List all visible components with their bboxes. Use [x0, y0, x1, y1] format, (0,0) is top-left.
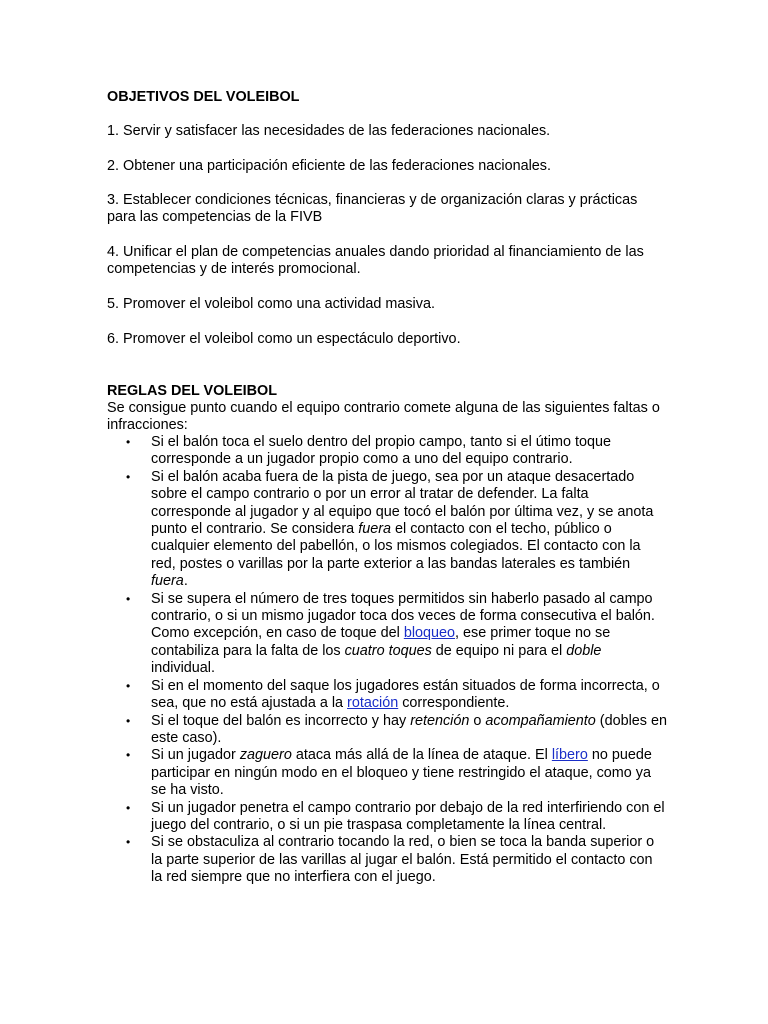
- rule-emphasis: fuera: [358, 521, 392, 538]
- rule-item: [107, 469, 667, 591]
- bullet-icon: •: [126, 591, 131, 606]
- rule-text: no puede participar en ningún modo en el bloqueo y tiene restringido el ataque, como ya se ha visto.: [151, 747, 652, 799]
- rule-item: [107, 591, 667, 678]
- rule-link-rotación[interactable]: rotación: [347, 695, 399, 712]
- rule-emphasis: fuera: [151, 573, 184, 590]
- rule-text: Si un jugador penetra el campo contrario por debajo de la red interfiriendo con el juego del contrario, o si un pie traspasa completamente la línea central.: [151, 799, 665, 833]
- rule-link-bloqueo[interactable]: bloqueo: [403, 625, 456, 642]
- rule-text: correspondiente.: [398, 695, 510, 712]
- rule-item: [107, 713, 667, 748]
- rule-text: Si el toque del balón es incorrecto y hay: [151, 712, 411, 729]
- objective-item-6: 6. Promover el voleibol como un espectáculo deportivo.: [107, 331, 461, 347]
- bullet-icon: •: [126, 748, 131, 763]
- rule-text: individual.: [151, 660, 215, 677]
- rule-text: Si el balón toca el suelo dentro del propio campo, tanto si el útimo toque corresponde a un jugador propio como a uno del equipo contrario.: [151, 434, 611, 468]
- bullet-icon: •: [126, 800, 131, 815]
- rule-text: Si en el momento del saque los jugadores están situados de forma incorrecta, o sea, que no está ajustada a la: [151, 677, 660, 712]
- rule-emphasis: cuatro toques: [344, 642, 432, 659]
- rule-text: ataca más allá de la línea de ataque. El: [291, 747, 552, 764]
- rule-text: de equipo ni para el: [431, 642, 567, 659]
- rule-text: Si se supera el número de tres toques permitidos sin haberlo pasado al campo contrario, o si un mismo jugador toca dos veces de forma consecutiva el balón. Como excepción, en caso de toque del: [151, 590, 655, 642]
- objective-item-4: 4. Unificar el plan de competencias anuales dando prioridad al financiamiento de las competencias y de interés promocional.: [107, 244, 644, 278]
- rule-item: [107, 678, 667, 713]
- rule-link-líbero[interactable]: líbero: [551, 747, 588, 764]
- rule-text: el contacto con el techo, público o cualquier elemento del pabellón, o los mismos colegiados. El contacto con la red, postes o varillas por la parte exterior a las bandas laterales es también: [151, 521, 641, 572]
- rules-list: [107, 434, 667, 887]
- bullet-icon: •: [126, 678, 131, 693]
- rule-emphasis: doble: [566, 642, 602, 659]
- rules-heading: REGLAS DEL VOLEIBOL: [107, 383, 278, 399]
- rule-text: , ese primer toque no se contabiliza para la falta de los: [151, 625, 611, 659]
- rule-text: Si un jugador: [151, 747, 240, 764]
- rules-intro: Se consigue punto cuando el equipo contrario comete alguna de las siguientes faltas o infracciones:: [107, 400, 660, 434]
- objective-item-2: 2. Obtener una participación eficiente de las federaciones nacionales.: [107, 158, 551, 174]
- rule-text: o: [469, 712, 486, 729]
- rule-item: [107, 434, 667, 469]
- bullet-icon: •: [126, 713, 131, 728]
- rule-emphasis: acompañamiento: [485, 712, 596, 729]
- objective-item-5: 5. Promover el voleibol como una actividad masiva.: [107, 296, 435, 312]
- objectives-heading: OBJETIVOS DEL VOLEIBOL: [107, 89, 300, 105]
- rule-emphasis: zaguero: [239, 747, 292, 764]
- bullet-icon: •: [126, 435, 131, 449]
- rule-item: [107, 747, 667, 799]
- rule-text: .: [183, 573, 188, 590]
- bullet-icon: •: [126, 469, 131, 484]
- objective-item-1: 1. Servir y satisfacer las necesidades de las federaciones nacionales.: [107, 123, 551, 139]
- rule-item: [107, 800, 667, 835]
- rule-text: (dobles en este caso).: [151, 712, 667, 746]
- objective-item-3: 3. Establecer condiciones técnicas, financieras y de organización claras y prácticas para las competencias de la FIVB: [107, 192, 638, 226]
- bullet-icon: •: [126, 835, 131, 850]
- rule-text: Si se obstaculiza al contrario tocando la red, o bien se toca la banda superior o la parte superior de las varillas al jugar el balón. Está permitido el contacto con la red siempre que no interfiera con el juego.: [151, 834, 655, 886]
- rule-text: Si el balón acaba fuera de la pista de juego, sea por un ataque desacertado sobre el campo contrario o por un error al tratar de defender. La falta corresponde al jugador y al equipo que tocó el balón por última vez, y se anota punto el contrario. Se considera: [151, 468, 654, 538]
- rule-emphasis: retención: [410, 712, 470, 729]
- rule-item: [107, 834, 667, 886]
